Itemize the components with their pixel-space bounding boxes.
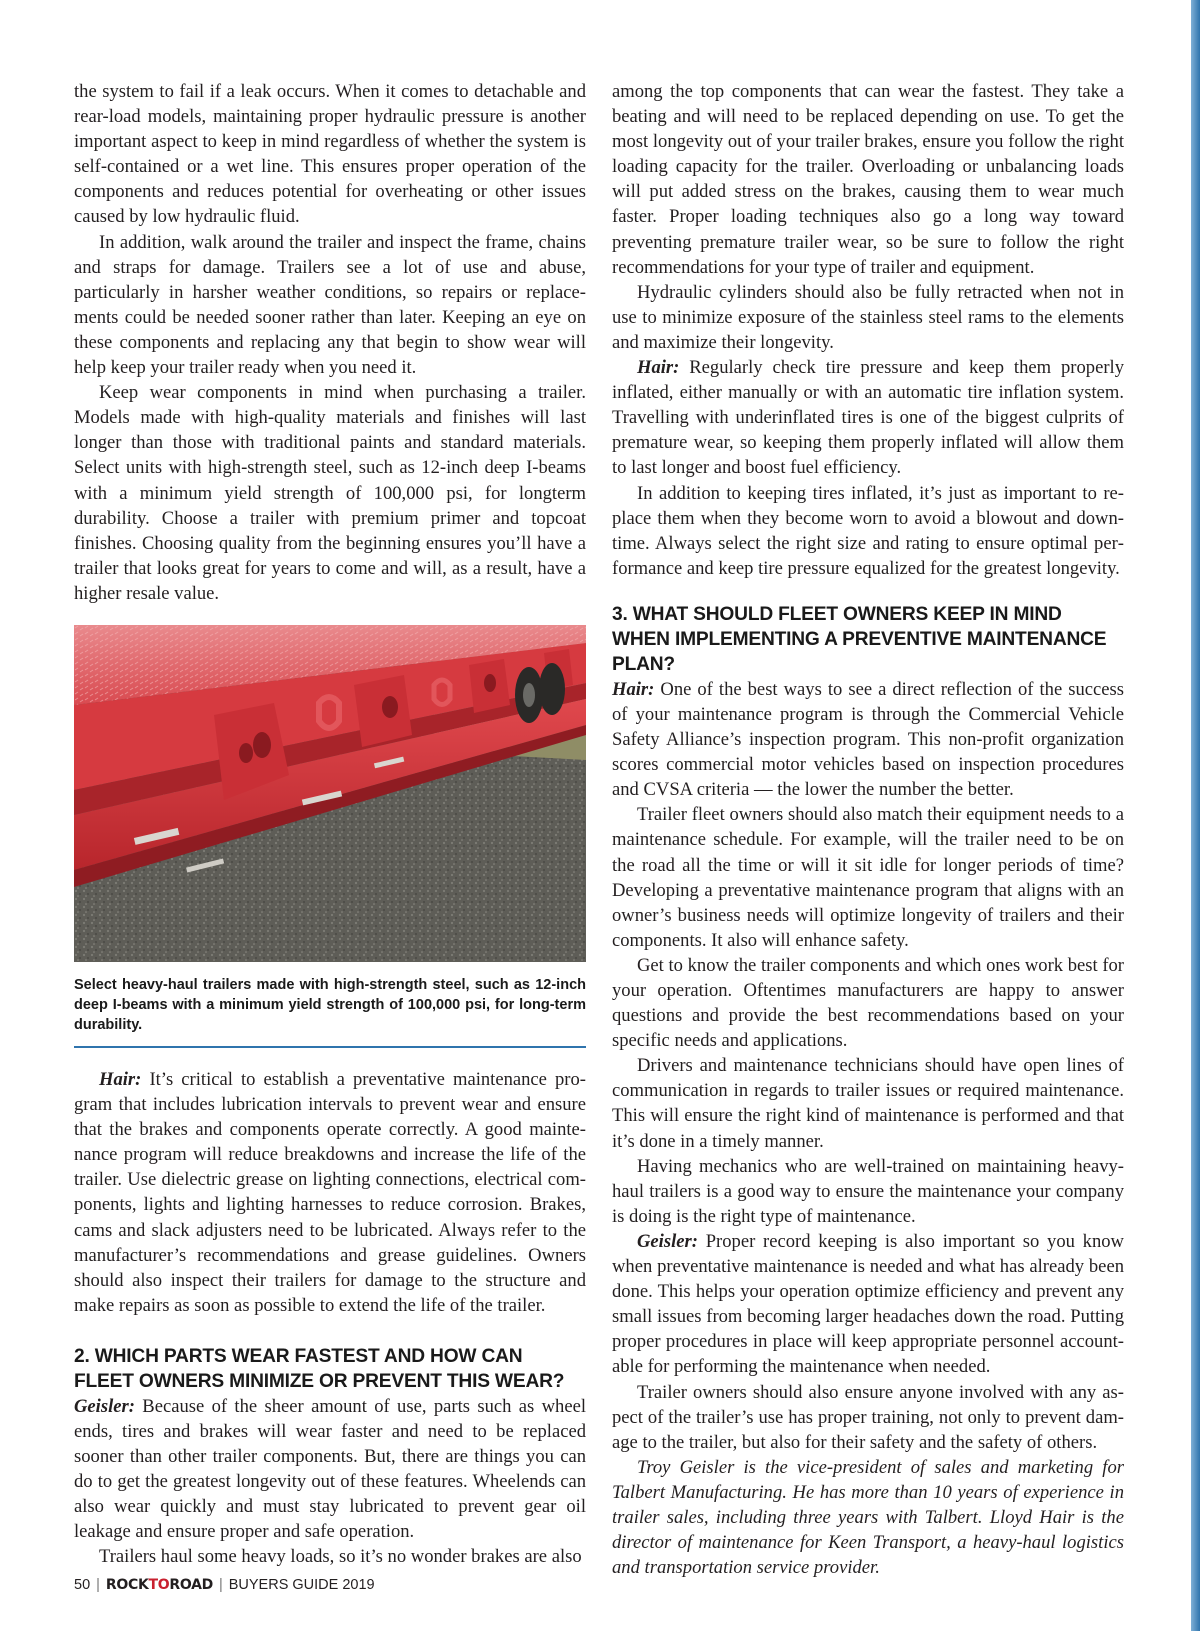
paragraph-text: It’s critical to establish a preventative maintenance program that includes lubrication intervals to prevent wear and ensure that the brakes and components operate correctly. A good maintenance program will reduce breakdowns and increase the life of the trailer. Use dielectric grease on lighting connections, electrical components, lights and lighting harnesses to reduce corrosion. Brakes, cams and slack adjusters need to be lubricated. Always refer to the manufacturer’s recommendations and grease guidelines. Owners should also inspect their trailers for damage to the structure and make repairs as soon as possible to extend the life of the trailer. xyxy=(74,1068,586,1316)
photo-caption: Select heavy-haul trailers made with high-strength steel, such as 12-inch deep I-beams with a minimum yield strength of 100,000 psi, for long-term durability. xyxy=(74,975,586,1048)
page-number: 50 xyxy=(74,1577,91,1593)
paragraph-training: Trailer owners should also ensure anyone involved with any aspect of the trailer’s use has proper training, not only to prevent damage to the trailer, but also for their safety and the safety of others. xyxy=(612,1381,1124,1453)
section-heading-2: 2. WHICH PARTS WEAR FASTEST AND HOW CAN FLEET OWNERS MINIMIZE OR PREVENT THIS WEAR? xyxy=(74,1345,565,1392)
paragraph-wear-components: Keep wear components in mind when purchasing a trailer. Models made with high-quality materials and finishes will last longer than those with traditional paints and standard materials. Select units with high-strength steel, such as 12-inch deep I-beams with a minimum yield strength of 100,000 psi, for longterm durability. Choose a trailer with premium primer and topcoat finishes. Choosing quality from the beginning ensures you’ll have a trailer that looks great for years to come and will, as a result, have a higher resale value. xyxy=(74,382,586,604)
section-heading-3: 3. WHAT SHOULD FLEET OWNERS KEEP IN MIND WHEN IMPLEMENTING A PREVENTIVE MAINTENANCE PLAN? xyxy=(612,603,1107,675)
paragraph-text: Proper record keeping is also important so you know when preventative maintenance is needed and what has already been done. This helps your operation optimize efficiency and prevent any small issues from becoming larger headaches down the road. Putting proper procedures in place will keep appropriate personnel accountable for performing the maintenance when needed. xyxy=(612,1230,1124,1378)
paragraph-intro: the system to fail if a leak occurs. When it comes to detachable and rear-load models, maintaining proper hydraulic pressure is another important aspect to keep in mind regardless of whether the system is self-contained or a wet line. This ensures proper operation of the components and reduces potential for overheating or other issues caused by low hydraulic fluid. xyxy=(74,81,586,228)
paragraph-inspect-frame: In addition, walk around the trailer and inspect the frame, chains and straps for damage. Trailers see a lot of use and abuse, particularly in harsher weather conditions, so repairs or replacements could be needed sooner rather than later. Keeping an eye on these components and replacing any that begin to show wear will help keep your trailer ready when you need it. xyxy=(74,231,586,379)
issue-title: BUYERS GUIDE 2019 xyxy=(228,1577,375,1593)
trailer-illustration xyxy=(74,625,586,962)
right-column xyxy=(612,79,1124,1580)
paragraph-cylinders: Hydraulic cylinders should also be fully retracted when not in use to minimize exposure of the stainless steel rams to the elements and maximize their longevity. xyxy=(612,281,1124,353)
footer-separator: | xyxy=(96,1577,100,1593)
paragraph-text: Because of the sheer amount of use, parts such as wheel ends, tires and brakes will wear faster and need to be replaced sooner than other trailer components. But, there are things you can do to get the greatest longevity out of these features. Wheelends can also wear quickly and must stay lubricated to prevent gear oil leakage and ensure proper and safe operation. xyxy=(74,1395,586,1543)
paragraph-schedule: Trailer fleet owners should also match their equipment needs to a maintenance schedule. For example, will the trailer need to be on the road all the time or will it sit idle for longer periods of time? Developing a preventative maintenance program that aligns with an owner’s business needs will optimize longevity of trailers and their components. It also will enhance safety. xyxy=(612,804,1124,951)
footer-separator: | xyxy=(218,1577,223,1593)
speaker-label: Hair: xyxy=(99,1068,142,1090)
speaker-label: Geisler: xyxy=(74,1395,135,1417)
trailer-photo xyxy=(74,625,586,962)
paragraph-hair-lubrication xyxy=(74,1067,586,1318)
speaker-label: Hair: xyxy=(637,357,680,379)
magazine-logo: ROCKTOROAD xyxy=(105,1577,213,1593)
paragraph-drivers: Drivers and maintenance technicians should have open lines of communication in regards to trailer issues or required maintenance. This will ensure the right kind of maintenance is performed and that it’s done in a timely manner. xyxy=(612,1055,1124,1152)
paragraph-mechanics: Having mechanics who are well-trained on maintaining heavy-haul trailers is a good way to ensure the maintenance your company is doing is the right type of maintenance. xyxy=(612,1155,1124,1227)
paragraph-text: Regularly check tire pressure and keep them properly inflated, either manually or with an automatic tire inflation system. Travelling with underinflated tires is one of the biggest culprits of premature wear, so keeping them properly inflated will allow them to last longer and boost fuel efficiency. xyxy=(612,357,1124,479)
paragraph-components: Get to know the trailer components and which ones work best for your operation. Oftentimes manufacturers are happy to answer questions and provide the best recommendations based on your specific needs and applications. xyxy=(612,954,1124,1052)
paragraph-text: One of the best ways to see a direct reflection of the success of your maintenance program is through the Commercial Vehicle Safety Alliance’s inspection program. This non-profit organization scores commercial motor vehicles based on inspection procedures and CVSA criteria — the lower the number the better. xyxy=(612,678,1124,801)
page-edge-strip xyxy=(1191,0,1200,1631)
paragraph-brakes: Trailers haul some heavy loads, so it’s no wonder brakes are also xyxy=(99,1546,582,1568)
paragraph-brakes-continued: among the top components that can wear the fastest. They take a beating and will need to be replaced depending on use. To get the most longevity out of your trailer brakes, ensure you follow the right loading capacity for the trailer. Overloading or unbalancing loads will put added stress on the brakes, causing them to wear much faster. Proper loading techniques also go a long way toward preventing premature trailer wear, so be sure to follow the right recommendations for your type of trailer and equipment. xyxy=(612,81,1124,278)
left-column xyxy=(74,79,586,1570)
paragraph-geisler-records xyxy=(612,1229,1124,1380)
page-footer xyxy=(74,1577,375,1593)
speaker-label: Hair: xyxy=(612,678,655,700)
paragraph-replace-tires: In addition to keeping tires inflated, it’s just as important to replace them when they become worn to avoid a blowout and downtime. Always select the right size and rating to ensure optimal performance and keep tire pressure equalized for the greatest longevity. xyxy=(612,482,1124,579)
author-bio: Troy Geisler is the vice-president of sales and marketing for Talbert Manufacturing. He has more than 10 years of experience in trailer sales, including three years with Talbert. Lloyd Hair is the director of maintenance for Keen Transport, a heavy-haul logistics and transportation service provider. xyxy=(612,1456,1124,1579)
paragraph-hair-cvsa xyxy=(612,677,1124,802)
speaker-label: Geisler: xyxy=(637,1230,698,1252)
paragraph-geisler-wear xyxy=(74,1394,586,1545)
paragraph-hair-tires xyxy=(612,355,1124,480)
